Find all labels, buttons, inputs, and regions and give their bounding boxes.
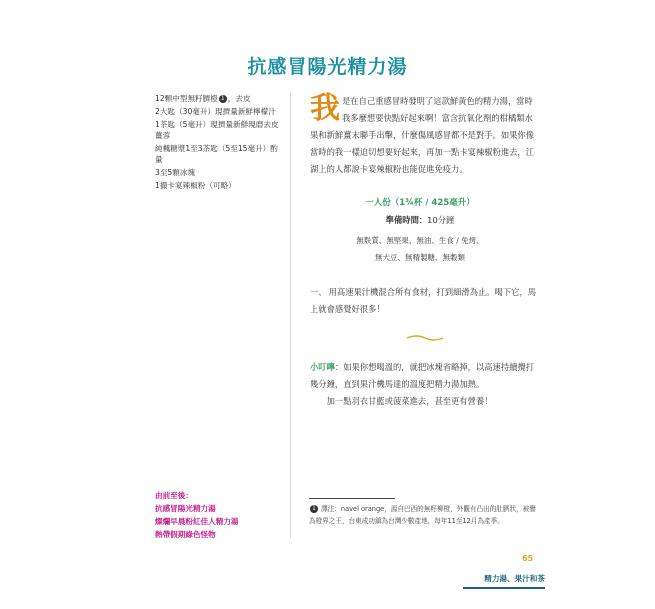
intro-text: 是在自己重感冒時發明了這款鮮黃色的精力湯，當時我多麼想要快點好起來啊！富含抗氧化劑的柑橘類水果和新鮮薑末聯手出擊，什麼傷風感冒都不是對手。如果你像當時的我一樣迫切想要好起來，再加一點卡宴辣椒粉進去，江湖上的人都說卡宴辣椒粉也能促進免疫力。 bbox=[310, 96, 535, 174]
caption-item: 熱帶假期綠色怪物 bbox=[155, 530, 216, 539]
tip-box bbox=[310, 359, 535, 410]
serving-size: 一人份（1¾杯 / 425毫升） bbox=[365, 198, 475, 208]
diet-tag-line: 無麩質、無堅果、無油、生食 / 免烤、 bbox=[356, 236, 484, 245]
ingredient-item: 2大匙（30毫升）現擠量新鮮檸檬汁 bbox=[155, 107, 276, 116]
ornament-icon bbox=[405, 335, 445, 341]
section-title: 精力湯、果汁和茶 bbox=[484, 574, 545, 583]
ingredient-item: 1茶匙（5毫升）現擠量新鮮現磨去皮薑蓉 bbox=[155, 120, 279, 140]
prep-time-label: 準備時間： bbox=[385, 215, 428, 225]
page-title: 抗感冒陽光精力湯 bbox=[247, 56, 408, 78]
step-number: 一、 bbox=[310, 287, 327, 297]
footnote bbox=[309, 504, 541, 527]
caption-item: 燦爛早晨粉紅佳人精力湯 bbox=[155, 517, 239, 526]
caption-heading: 由前至後： bbox=[155, 491, 193, 500]
ingredient-item: 3至5顆冰塊 bbox=[155, 168, 196, 177]
footnote-marker-icon: 1 bbox=[219, 95, 227, 103]
tip-label: 小叮嚀： bbox=[310, 362, 344, 372]
diet-tag-line: 無大豆、無精製糖、無穀類 bbox=[375, 253, 465, 262]
ingredient-item: 1撮卡宴辣椒粉（可略） bbox=[155, 181, 236, 190]
tip-text-2: 加一點羽衣甘藍或菠菜進去，甚至更有營養！ bbox=[326, 396, 493, 406]
footnote-text: 譯注：navel orange，源自巴西的無籽柳橙，外觀有凸出的肚臍狀，被譽為橙界之王，台東成功鎮為台灣少數產地，每年11至12月為產季。 bbox=[309, 505, 536, 525]
ingredient-item: 純楓糖漿1至3茶匙（5至15毫升）酌量 bbox=[155, 144, 278, 164]
prep-time-value: 10分鐘 bbox=[427, 215, 455, 225]
drop-cap: 我 bbox=[310, 91, 340, 126]
ingredient-item bbox=[155, 93, 283, 104]
ingredient-text: ，去皮 bbox=[227, 94, 251, 103]
diet-tags bbox=[300, 232, 540, 266]
photo-caption bbox=[155, 489, 295, 541]
step-text: 用高速果汁機混合所有食材，打到細滑為止。喝下它，馬上就會感覺好很多！ bbox=[310, 287, 537, 314]
footnote-marker-icon: 1 bbox=[310, 505, 318, 513]
ingredient-text: 12顆中型無籽臍橙 bbox=[155, 94, 218, 103]
page-number: 65 bbox=[522, 554, 534, 563]
section-bar bbox=[463, 587, 545, 589]
ingredient-list bbox=[155, 93, 283, 193]
instruction-step bbox=[310, 284, 540, 318]
footnote-rule bbox=[309, 498, 395, 499]
tip-text: 如果你想喝溫的，就把冰塊省略掉，以高速持續攪打幾分鐘，直到果汁機馬達的溫度把精力湯加熱。 bbox=[310, 362, 535, 389]
column-divider bbox=[290, 93, 291, 538]
prep-time bbox=[300, 214, 540, 226]
intro-paragraph bbox=[310, 93, 538, 178]
caption-item: 抗感冒陽光精力湯 bbox=[155, 504, 216, 513]
